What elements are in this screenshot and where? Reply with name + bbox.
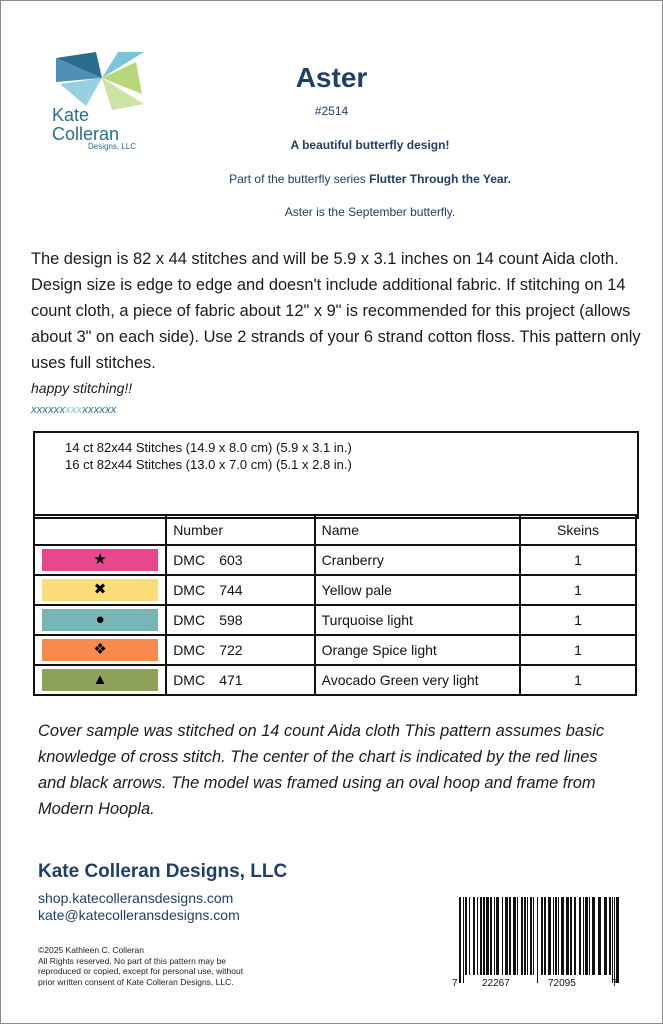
- barcode-bar: [544, 897, 546, 975]
- logo-text-kate: Kate: [52, 105, 90, 125]
- barcode-bar: [521, 897, 523, 975]
- logo-text-colleran: Colleran: [52, 124, 120, 144]
- pattern-number: #2514: [314, 104, 349, 118]
- floss-brand: DMC: [173, 672, 206, 688]
- barcode-bar: [583, 897, 584, 975]
- website-link[interactable]: shop.katecolleransdesigns.com: [38, 890, 234, 906]
- barcode-bar: [473, 897, 475, 975]
- copyright-notice: ©2025 Kathleen C. Colleran All Rights reserved. No part of this pattern may be reproduced or copied, except for personal use, without prior written consent of Kate Colleran Designs, LLC.: [38, 945, 244, 987]
- barcode-bar: [533, 897, 534, 975]
- table-row: [34, 635, 636, 665]
- size-14ct: 14 ct 82x44 Stitches (14.9 x 8.0 cm) (5.9 x 3.1 in.): [65, 440, 352, 455]
- barcode-bar: [494, 897, 495, 975]
- floss-skeins: 1: [520, 665, 636, 695]
- barcode-bar: [513, 897, 516, 975]
- barcode-bar: [483, 897, 485, 975]
- floss-name: Cranberry: [315, 545, 520, 575]
- floss-code: 744: [219, 582, 243, 598]
- barcode-bar: [548, 897, 551, 975]
- barcode-bar: [502, 897, 503, 975]
- floss-skeins: 1: [520, 575, 636, 605]
- barcode-bar: [570, 897, 572, 975]
- barcode-bar: [463, 897, 464, 983]
- barcode-bar: [480, 897, 482, 975]
- barcode-bar: [555, 897, 557, 975]
- table-header-row: [34, 515, 636, 545]
- floss-code: 598: [219, 612, 243, 628]
- barcode-bar: [598, 897, 601, 975]
- barcode-bar: [469, 897, 470, 975]
- color-swatch: ❖: [42, 639, 158, 661]
- header-name: Name: [315, 515, 520, 545]
- stitch-divider: xxxxxxxxxxxxxxx: [31, 404, 117, 416]
- barcode-bar: [609, 897, 611, 975]
- floss-code: 722: [219, 642, 243, 658]
- barcode-bar: [496, 897, 499, 975]
- barcode-bar: [553, 897, 554, 975]
- table-row: [34, 665, 636, 695]
- barcode-icon: [455, 895, 625, 985]
- series-line: [0, 172, 663, 186]
- floss-skeins: 1: [520, 545, 636, 575]
- floss-name: Turquoise light: [315, 605, 520, 635]
- size-16ct: 16 ct 82x44 Stitches (13.0 x 7.0 cm) (5.1 x 2.8 in.): [65, 457, 352, 472]
- color-swatch: ✖: [42, 579, 158, 601]
- barcode-bar: [558, 897, 559, 975]
- barcode-bar: [477, 897, 478, 975]
- design-description: The design is 82 x 44 stitches and will be 5.9 x 3.1 inches on 14 count Aida cloth. Design size is edge to edge and doesn't include additional fabric. If stitching on 14 count cloth, a piece of fabric about 12" x 9" is recommended for this project (allows about 3" on each side). Use 2 strands of your 6 strand cotton floss. This pattern only uses full stitches.: [31, 250, 641, 372]
- barcode-bar: [579, 897, 581, 975]
- floss-brand: DMC: [173, 612, 206, 628]
- barcode-bar: [490, 897, 492, 975]
- header-number: Number: [166, 515, 314, 545]
- cover-note: Cover sample was stitched on 14 count Aida cloth This pattern assumes basic knowledge of cross stitch. The center of the chart is indicated by the red lines and black arrows. The model was framed using an oval hoop and frame from Modern Hoopla.: [38, 722, 605, 818]
- barcode-bar: [561, 897, 564, 975]
- happy-stitching: happy stitching!!: [31, 380, 133, 396]
- barcode-bar: [541, 897, 543, 975]
- header-skeins: Skeins: [520, 515, 636, 545]
- barcode-bar: [524, 897, 526, 975]
- barcode-bar: [612, 897, 613, 983]
- color-swatch: ▲: [42, 669, 158, 691]
- barcode-bar: [604, 897, 607, 975]
- email-link[interactable]: kate@katecolleransdesigns.com: [38, 907, 240, 923]
- table-row: [34, 545, 636, 575]
- floss-table: [33, 514, 637, 696]
- floss-skeins: 1: [520, 635, 636, 665]
- barcode-bar: [486, 897, 489, 975]
- floss-code: 603: [219, 552, 243, 568]
- floss-brand: DMC: [173, 552, 206, 568]
- barcode-bar: [566, 897, 569, 975]
- color-swatch: ●: [42, 609, 158, 631]
- table-row: [34, 605, 636, 635]
- barcode-bar: [530, 897, 532, 975]
- barcode-bar: [589, 897, 590, 975]
- barcode-bar: [459, 897, 461, 983]
- pattern-title: Aster: [295, 62, 368, 93]
- barcode-bar: [616, 897, 619, 983]
- barcode-bar: [505, 897, 508, 975]
- floss-name: Orange Spice light: [315, 635, 520, 665]
- floss-name: Avocado Green very light: [315, 665, 520, 695]
- company-name: Kate Colleran Designs, LLC: [38, 861, 288, 882]
- barcode-bar: [527, 897, 528, 975]
- barcode-bar: [517, 897, 518, 975]
- floss-skeins: 1: [520, 605, 636, 635]
- floss-brand: DMC: [173, 582, 206, 598]
- month-line: Aster is the September butterfly.: [284, 205, 456, 219]
- header-swatch: [34, 515, 166, 545]
- barcode-bar: [465, 897, 467, 975]
- series-name: Flutter Through the Year.: [369, 172, 511, 186]
- barcode-bar: [509, 897, 511, 975]
- table-row: [34, 575, 636, 605]
- logo-text-designs: Designs, LLC: [88, 142, 137, 151]
- floss-code: 471: [219, 672, 243, 688]
- barcode-bar: [574, 897, 576, 975]
- floss-name: Yellow pale: [315, 575, 520, 605]
- barcode-bar: [537, 897, 538, 983]
- size-box: [33, 431, 639, 519]
- series-prefix: Part of the butterfly series: [229, 172, 370, 186]
- floss-brand: DMC: [173, 642, 206, 658]
- barcode-bar: [585, 897, 588, 975]
- barcode-bar: [592, 897, 595, 975]
- barcode-bar: [614, 897, 615, 983]
- tagline: A beautiful butterfly design!: [290, 138, 450, 152]
- color-swatch: ★: [42, 549, 158, 571]
